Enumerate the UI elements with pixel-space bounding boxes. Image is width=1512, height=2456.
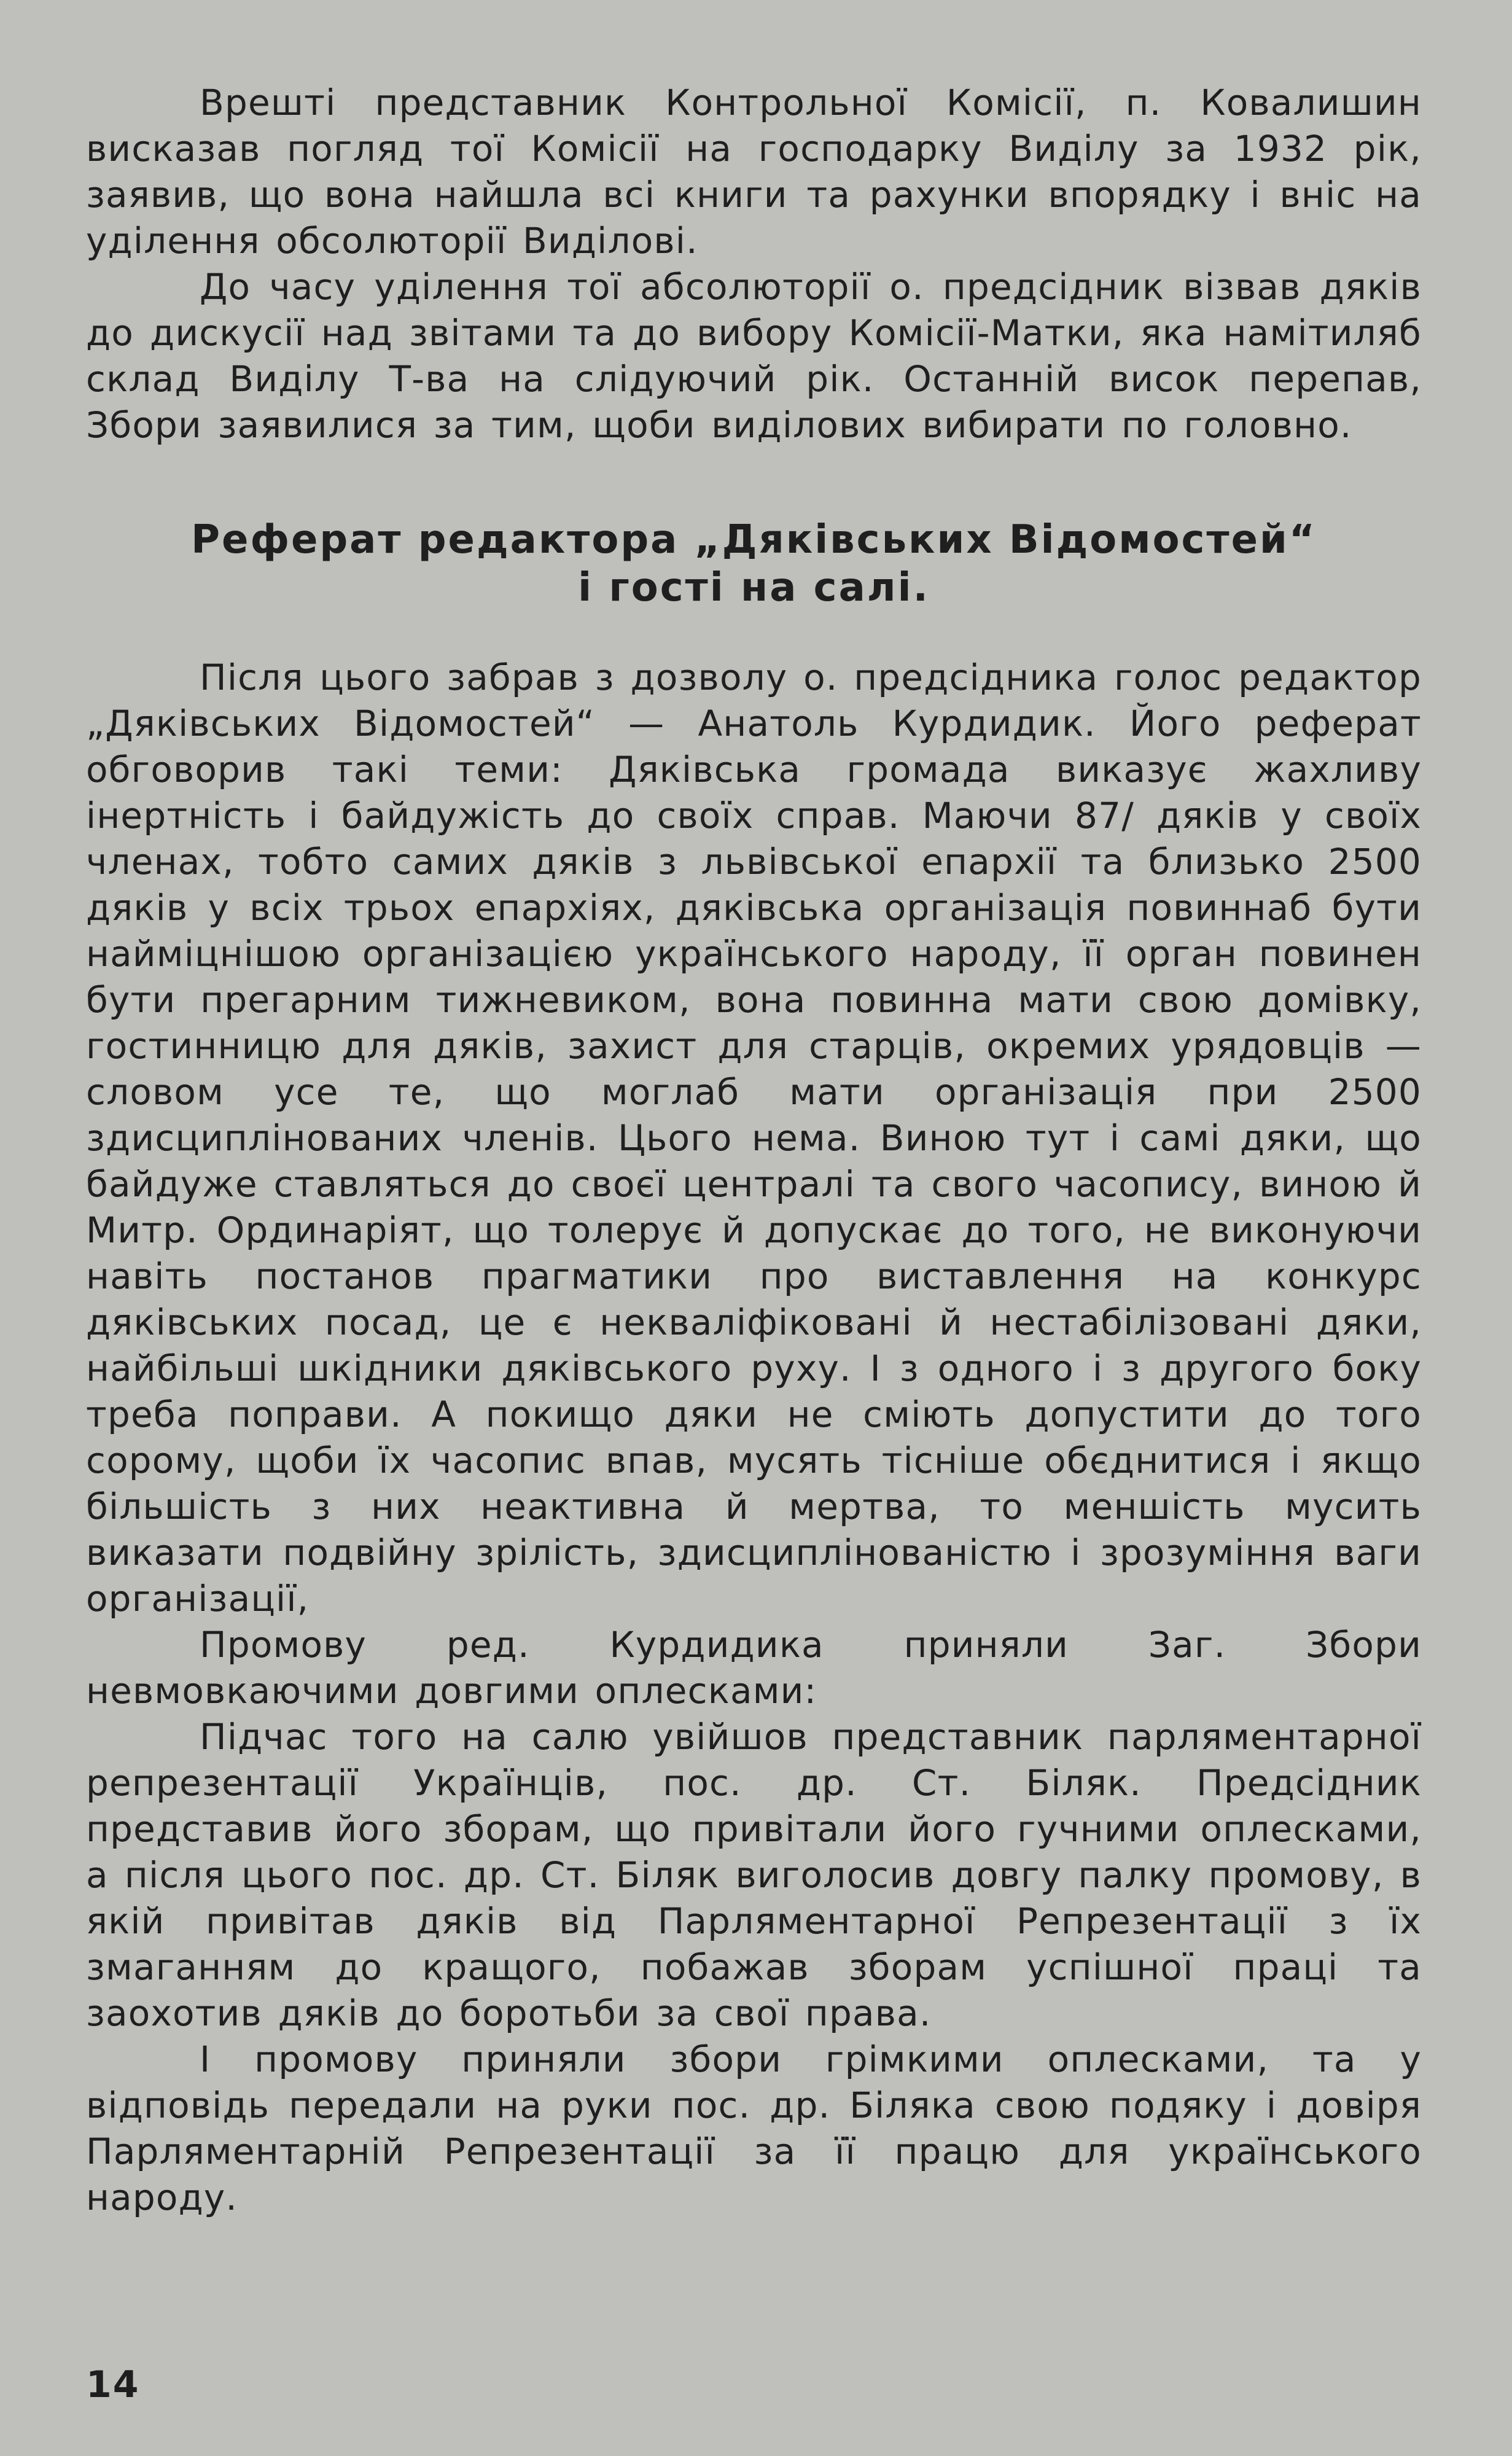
- body-paragraph-4: І промову приняли збори грімкими оплесками, та у відповідь передали на руки пос. др. Біляка свою подяку і довіря Парляментарній Репрезентації за її працю для українського народу.: [86, 2038, 1422, 2218]
- intro-paragraph-1: Врешті представник Контрольної Комісії, п. Ковалишин висказав погляд тої Комісії на господарку Виділу за 1932 рік, заявив, що вона найшла всі книги та рахунки впорядку і вніс на уділення обсолюторії Виділові.: [86, 82, 1422, 262]
- section-heading: [86, 516, 1422, 612]
- page-number: 14: [86, 2363, 140, 2406]
- body-paragraph-1: Після цього забрав з дозволу о. предсідника голос редактор „Дяківських Відомостей“ — Анатоль Курдидик. Його реферат обговорив такі теми: Дяківська громада виказує жахливу інертність і байдужість до своїх справ. Маючи 87/ дяків у своїх членах, тобто самих дяків з львівської епархії та близько 2500 дяків у всіх трьох епархіях, дяківська організація повиннаб бути найміцнішою організацією українського народу, її орган повинен бути прегарним тижневиком, вона повинна мати свою домівку, гостинницю для дяків, захист для старців, окремих урядовців — словом усе те, що моглаб мати організація при 2500 здисциплінованих членів. Цього нема. Виною тут і самі дяки, що байдуже ставляться до своєї централі та свого часопису, виною й Митр. Ординаріят, що толерує й допускає до того, не виконуючи навіть постанов прагматики про виставлення на конкурс дяківських посад, це є некваліфіковані й нестабілізовані дяки, найбільші шкідники дяківського руху. І з одного і з другого боку треба поправи. А покищо дяки не сміють допустити до того сорому, щоби їх часопис впав, мусять тісніше обєднитися і якщо більшість з них неактивна й мертва, то меншість мусить виказати подвійну зрілість, здисциплінованістю і зрозуміння ваги організації,: [86, 657, 1422, 1620]
- body-paragraph-2: Промову ред. Курдидика приняли Заг. Збори невмовкаючими довгими оплесками:: [86, 1624, 1422, 1712]
- body-paragraph-3: Підчас того на салю увійшов представник парляментарної репрезентації Українців, пос. др. Ст. Біляк. Предсідник представив його зборам, що привітали його гучними оплесками, а після цього пос. др. Ст. Біляк виголосив довгу палку промову, в якій привітав дяків від Парляментарної Репрезентації з їх змаганням до кращого, побажав зборам успішної праці та заохотив дяків до боротьби за свої права.: [86, 1716, 1422, 2034]
- section-heading-line-1: Реферат редактора „Дяківських Відомостей“: [191, 517, 1317, 563]
- page-content: [86, 80, 1422, 2221]
- section-heading-line-2: і гості на салі.: [578, 565, 930, 610]
- intro-paragraph-2: До часу уділення тої абсолюторії о. предсідник візвав дяків до дискусії над звітами та до вибору Комісії-Матки, яка намітиляб склад Виділу Т-ва на слідуючий рік. Останній висок перепав, Збори заявилися за тим, щоби виділових вибирати по головно.: [86, 266, 1422, 446]
